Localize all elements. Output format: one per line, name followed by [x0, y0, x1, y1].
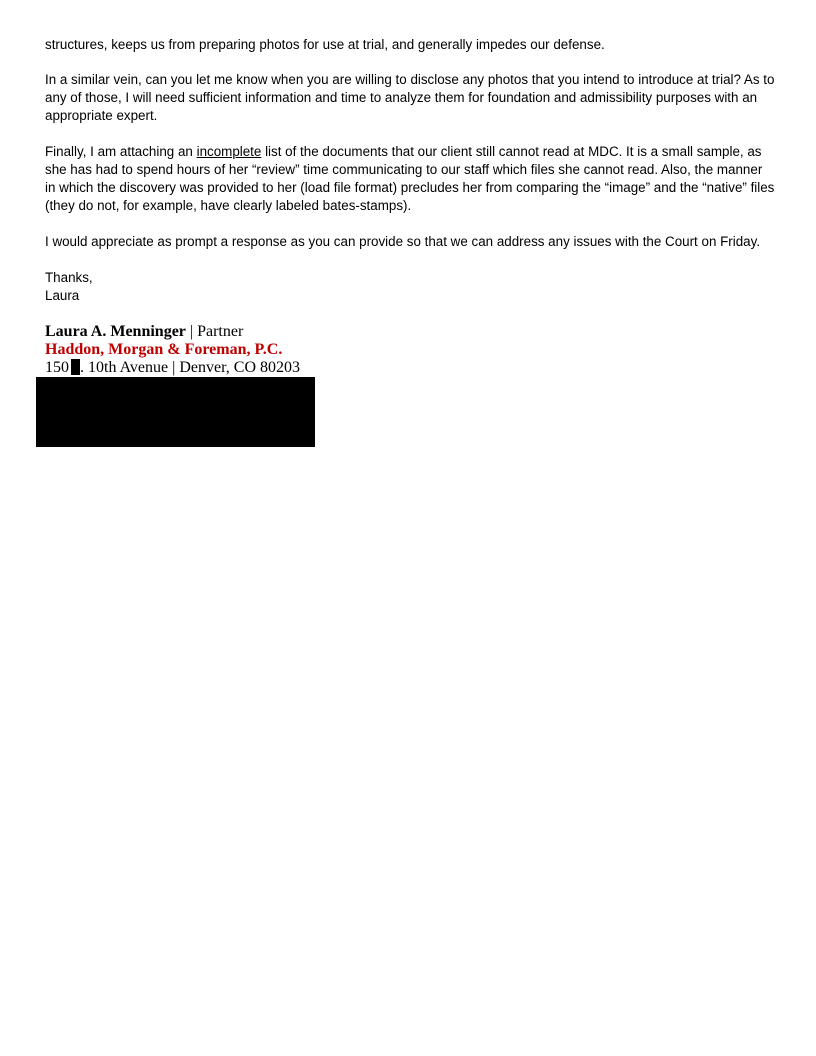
paragraph-incomplete-list	[45, 143, 775, 215]
paragraph-photos-structures: structures, keeps us from preparing photos for use at trial, and generally impedes our defense.	[45, 37, 605, 52]
signature-firm: Haddon, Morgan & Foreman, P.C.	[45, 341, 283, 358]
redaction-block	[36, 377, 315, 447]
email-closing	[45, 269, 775, 305]
closing-thanks: Thanks,	[45, 270, 93, 285]
signature-separator: |	[185, 323, 198, 340]
address-rest: . 10th Avenue | Denver, CO 80203	[80, 359, 301, 376]
signature-name: Laura A. Menninger	[45, 323, 186, 340]
paragraph-text-end: list of the documents that our client still cannot read at MDC. It is a small sample, as she has had to spend hours of her “review” time communicating to our staff which files she cannot read. Also, the manner in which the discovery was provided to her (load file format) precludes her from comparing the “image” and the “native” files (they do not, for example, have clearly labeled bates-stamps).	[45, 144, 775, 213]
paragraph-prompt-response: I would appreciate as prompt a response as you can provide so that we can address any issues with the Court on Friday.	[45, 234, 761, 249]
underlined-word: incomplete	[196, 144, 262, 159]
address-number: 150	[45, 359, 69, 376]
email-body	[45, 36, 775, 377]
inline-redaction	[71, 359, 80, 375]
signature-name-line	[45, 323, 775, 341]
paragraph-disclose-photos: In a similar vein, can you let me know when you are willing to disclose any photos that you intend to introduce at trial? As to any of those, I will need sufficient information and time to analyze them for foundation and admissibility purposes with an appropriate expert.	[45, 72, 775, 123]
email-signature	[45, 323, 775, 377]
signature-title: Partner	[197, 323, 244, 340]
closing-name: Laura	[45, 288, 80, 303]
signature-address	[45, 359, 775, 377]
paragraph-text-start: Finally, I am attaching an	[45, 144, 197, 159]
